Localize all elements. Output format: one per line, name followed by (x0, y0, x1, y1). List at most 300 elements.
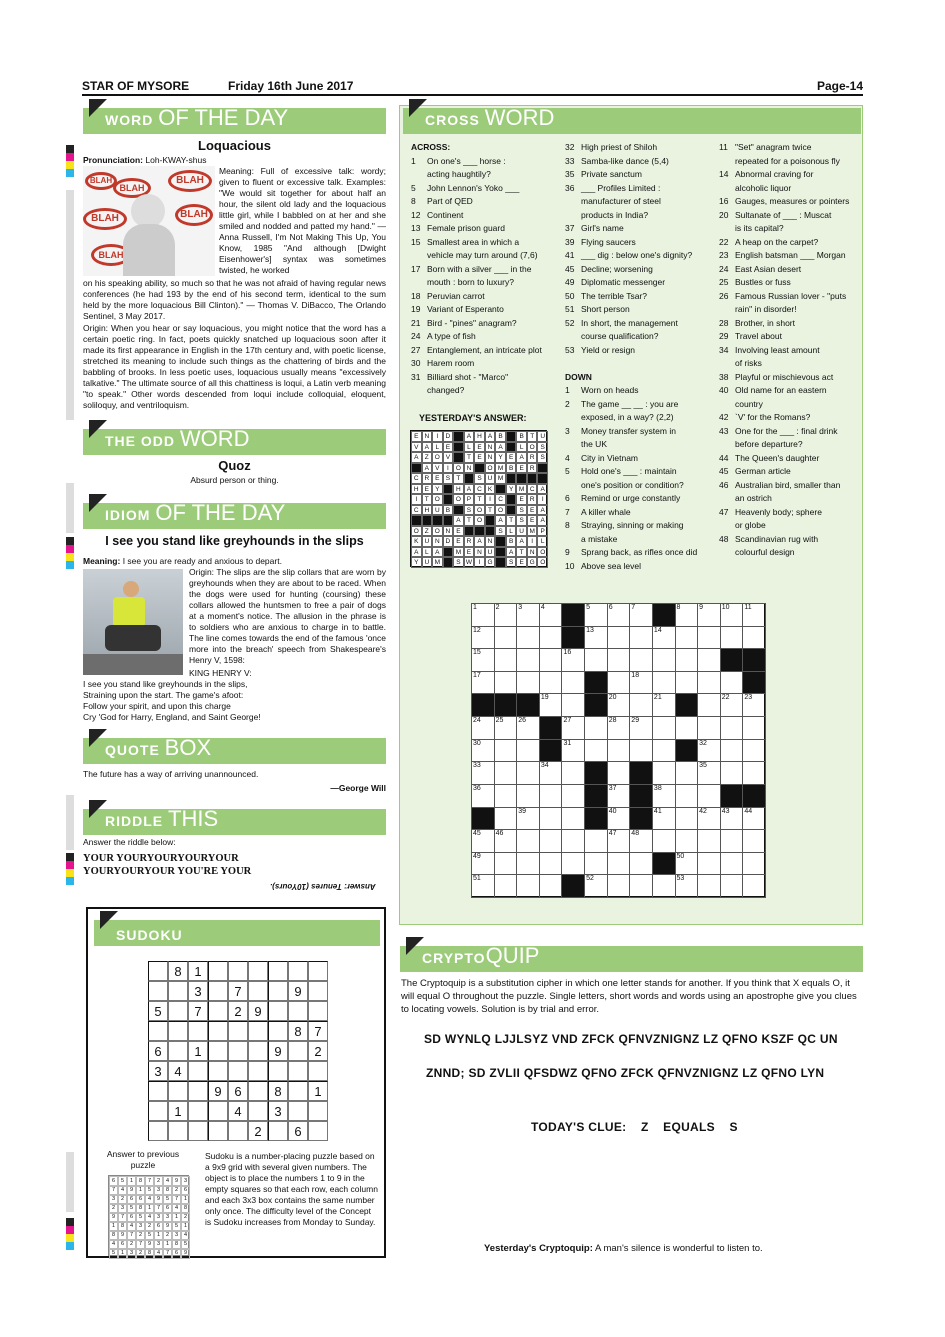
answer-cell (464, 473, 475, 484)
crossword-cell[interactable] (584, 829, 608, 853)
sudoku-cell[interactable] (248, 1041, 268, 1061)
crossword-cell[interactable] (697, 829, 721, 853)
sudoku-cell[interactable] (248, 961, 268, 981)
crossword-cell[interactable] (720, 626, 744, 650)
sudoku-cell[interactable]: 3 (148, 1061, 168, 1081)
crossword-cell[interactable]: 34 (539, 761, 563, 785)
crossword-cell[interactable] (516, 648, 540, 672)
sudoku-cell[interactable]: 5 (148, 1001, 168, 1021)
crossword-cell[interactable] (607, 739, 631, 763)
sudoku-cell[interactable] (168, 1001, 188, 1021)
crossword-cell[interactable] (494, 761, 518, 785)
crossword-cell[interactable] (516, 874, 540, 898)
crossword-cell[interactable]: 47 (607, 829, 631, 853)
sudoku-cell[interactable]: 7 (188, 1001, 208, 1021)
clue: 31 Billiard shot - "Marco" (411, 371, 509, 382)
crossword-cell[interactable]: 23 (742, 693, 766, 717)
sudoku-cell[interactable] (288, 1041, 308, 1061)
sudoku-cell[interactable] (288, 1101, 308, 1121)
crossword-cell[interactable] (675, 626, 699, 650)
crossword-cell[interactable]: 11 (742, 603, 766, 627)
sudoku-cell[interactable] (148, 1101, 168, 1121)
crossword-cell[interactable]: 28 (607, 716, 631, 740)
sudoku-cell[interactable]: 2 (308, 1041, 328, 1061)
crossword-cell[interactable] (652, 716, 676, 740)
crossword-cell[interactable] (742, 874, 766, 898)
crossword-cell[interactable] (607, 874, 631, 898)
sudoku-cell[interactable]: 6 (228, 1081, 248, 1101)
clue: 35 Private sanctum (565, 169, 642, 179)
crossword-cell[interactable]: 48 (629, 829, 653, 853)
sudoku-cell[interactable] (168, 1041, 188, 1061)
sudoku-cell[interactable] (148, 1021, 168, 1041)
crossword-cell[interactable] (742, 829, 766, 853)
figure-body (123, 224, 175, 276)
sudoku-cell[interactable] (288, 1081, 308, 1101)
crossword-cell[interactable]: 9 (697, 603, 721, 627)
sudoku-cell[interactable] (148, 981, 168, 1001)
crossword-cell[interactable] (720, 739, 744, 763)
sudoku-cell[interactable] (268, 1001, 288, 1021)
answer-cell: O (485, 463, 496, 474)
sudoku-cell[interactable]: 3 (188, 981, 208, 1001)
answer-cell: A (422, 463, 433, 474)
crossword-cell[interactable] (516, 626, 540, 650)
crossword-block (720, 648, 744, 672)
sudoku-cell[interactable] (228, 961, 248, 981)
answer-cell: B (495, 431, 506, 442)
crossword-cell[interactable] (742, 716, 766, 740)
sudoku-cell[interactable] (308, 1001, 328, 1021)
crossword-cell[interactable]: 4 (539, 603, 563, 627)
crossword-cell[interactable]: 31 (561, 739, 585, 763)
sudoku-cell[interactable]: 8 (168, 961, 188, 981)
crossword-cell[interactable]: 46 (494, 829, 518, 853)
crossword-cell[interactable] (607, 648, 631, 672)
sudoku-cell[interactable] (168, 981, 188, 1001)
sudoku-cell[interactable] (248, 981, 268, 1001)
clue: 51 Short person (565, 304, 630, 314)
crossword-cell[interactable]: 42 (697, 807, 721, 831)
crossword-cell[interactable]: 41 (652, 807, 676, 831)
clue: alcoholic liquor (735, 182, 792, 193)
sudoku-cell[interactable]: 2 (228, 1001, 248, 1021)
sudoku-cell[interactable] (248, 1021, 268, 1041)
sudoku-cell[interactable] (268, 1021, 288, 1041)
crossword-cell[interactable] (516, 829, 540, 853)
clue: 23 English batsman ___ Morgan (719, 250, 846, 260)
sudoku-cell[interactable] (188, 1061, 208, 1081)
prev-sudoku-cell: 5 (163, 1194, 172, 1205)
sudoku-cell[interactable] (268, 981, 288, 1001)
clue: 39 Flying saucers (565, 236, 636, 247)
crossword-cell[interactable]: 7 (629, 603, 653, 627)
crossword-cell[interactable]: 1 (471, 603, 495, 627)
crossword-cell[interactable] (607, 671, 631, 695)
sudoku-cell[interactable] (228, 1061, 248, 1081)
sudoku-cell[interactable] (188, 1021, 208, 1041)
crossword-cell[interactable]: 49 (471, 852, 495, 876)
crossword-cell[interactable]: 45 (471, 829, 495, 853)
sudoku-cell[interactable]: 8 (268, 1081, 288, 1101)
riddle-band: RIDDLE THIS (83, 809, 386, 835)
crossword-cell[interactable] (539, 784, 563, 808)
crossword-cell[interactable] (675, 807, 699, 831)
answer-cell: R (527, 494, 538, 505)
crossword-cell[interactable] (607, 626, 631, 650)
answer-cell: E (527, 505, 538, 516)
crossword-cell[interactable]: 50 (675, 852, 699, 876)
crossword-cell[interactable]: 25 (494, 716, 518, 740)
crossword-cell[interactable] (561, 852, 585, 876)
crossword-cell[interactable]: 35 (697, 761, 721, 785)
crossword-cell[interactable]: 22 (720, 693, 744, 717)
answer-cell: E (527, 515, 538, 526)
sudoku-cell[interactable] (148, 961, 168, 981)
crossword-cell[interactable] (629, 693, 653, 717)
answer-cell: A (474, 536, 485, 547)
crossword-cell[interactable]: 19 (539, 693, 563, 717)
clue: 38 Playful or mischievous act (719, 371, 834, 382)
crossword-cell[interactable]: 10 (720, 603, 744, 627)
crossword-cell[interactable] (539, 648, 563, 672)
riddle-intro: Answer the riddle below: (83, 837, 176, 847)
crossword-cell[interactable] (697, 648, 721, 672)
sudoku-cell[interactable]: 7 (228, 981, 248, 1001)
clue: 34 Involving least amount (719, 344, 820, 355)
clue: the UK (581, 439, 607, 449)
clue: 18 Peruvian carrot (411, 290, 485, 301)
crossword-cell[interactable]: 24 (471, 716, 495, 740)
answer-cell: S (506, 557, 517, 568)
sudoku-cell[interactable] (288, 961, 308, 981)
answer-cell: R (464, 536, 475, 547)
clue: 2 The game __ __ : you are (565, 398, 679, 409)
sudoku-cell[interactable] (148, 1121, 168, 1141)
sudoku-cell[interactable] (208, 1021, 228, 1041)
sudoku-cell[interactable] (208, 1061, 228, 1081)
answer-cell: A (516, 536, 527, 547)
crossword-cell[interactable]: 44 (742, 807, 766, 831)
sudoku-cell[interactable] (168, 1021, 188, 1041)
crossword-cell[interactable] (584, 739, 608, 763)
crossword-cell[interactable]: 40 (607, 807, 631, 831)
sudoku-cell[interactable]: 9 (288, 981, 308, 1001)
clue: before departure? (735, 439, 803, 449)
answer-cell: Z (422, 452, 433, 463)
sudoku-cell[interactable] (208, 1041, 228, 1061)
crossword-cell[interactable] (629, 739, 653, 763)
sudoku-cell[interactable]: 9 (268, 1041, 288, 1061)
crossword-cell[interactable]: 37 (607, 784, 631, 808)
sudoku-cell[interactable]: 1 (168, 1101, 188, 1121)
sudoku-cell[interactable] (228, 1041, 248, 1061)
crossword-cell[interactable] (629, 874, 653, 898)
crossword-cell[interactable] (652, 829, 676, 853)
crossword-cell[interactable] (584, 852, 608, 876)
sudoku-cell[interactable] (188, 1121, 208, 1141)
crossword-cell[interactable] (494, 671, 518, 695)
sudoku-cell[interactable]: 4 (168, 1061, 188, 1081)
crossword-cell[interactable] (720, 874, 744, 898)
crossword-cell[interactable] (720, 716, 744, 740)
sudoku-cell[interactable] (168, 1081, 188, 1101)
crossword-cell[interactable] (539, 874, 563, 898)
crossword-cell[interactable] (697, 626, 721, 650)
crossword-cell[interactable] (720, 852, 744, 876)
answer-cell (495, 484, 506, 495)
crossword-cell[interactable] (675, 761, 699, 785)
crossword-cell[interactable] (675, 671, 699, 695)
crossword-cell[interactable]: 39 (516, 807, 540, 831)
crossword-cell[interactable]: 27 (561, 716, 585, 740)
crossword-cell[interactable] (629, 626, 653, 650)
crossword-cell[interactable] (539, 626, 563, 650)
crossword-cell[interactable] (742, 852, 766, 876)
answer-cell (527, 473, 538, 484)
crossword-cell[interactable]: 18 (629, 671, 653, 695)
sudoku-cell[interactable] (268, 1121, 288, 1141)
answer-cell (464, 526, 475, 537)
clue: rain" in disorder! (735, 304, 797, 314)
sudoku-cell[interactable]: 6 (148, 1041, 168, 1061)
prev-sudoku-cell: 7 (127, 1230, 136, 1241)
prev-sudoku-cell: 6 (118, 1239, 127, 1250)
crossword-cell[interactable]: 53 (675, 874, 699, 898)
crossword-cell[interactable] (561, 761, 585, 785)
crossword-cell[interactable]: 2 (494, 603, 518, 627)
clue: repeated for a poisonous fly (735, 155, 840, 166)
sudoku-cell[interactable] (148, 1081, 168, 1101)
sudoku-cell[interactable] (168, 1121, 188, 1141)
clue: 41 ___ dig : below one's dignity? (565, 250, 693, 260)
sudoku-cell[interactable] (308, 1101, 328, 1121)
sudoku-cell[interactable]: 1 (188, 961, 208, 981)
crossword-cell[interactable]: 20 (607, 693, 631, 717)
crossword-cell[interactable]: 17 (471, 671, 495, 695)
crossword-cell[interactable] (697, 874, 721, 898)
crossword-cell[interactable] (561, 829, 585, 853)
crossword-cell[interactable] (652, 761, 676, 785)
crossword-cell[interactable]: 51 (471, 874, 495, 898)
clue: 11 "Set" anagram twice (719, 142, 812, 152)
crossword-cell[interactable]: 16 (561, 648, 585, 672)
crossword-cell[interactable] (652, 671, 676, 695)
sudoku-cell[interactable] (308, 961, 328, 981)
crossword-cell[interactable] (607, 852, 631, 876)
sudoku-cell[interactable]: 9 (248, 1001, 268, 1021)
answer-cell: A (411, 547, 422, 558)
answer-cell: S (537, 442, 548, 453)
crossword-cell[interactable] (516, 852, 540, 876)
crossword-cell[interactable] (516, 784, 540, 808)
crossword-cell[interactable] (742, 626, 766, 650)
sudoku-cell[interactable] (208, 961, 228, 981)
crossword-cell[interactable]: 6 (607, 603, 631, 627)
idiom-king: KING HENRY V: (189, 668, 252, 678)
crossword-cell[interactable] (697, 716, 721, 740)
sudoku-cell[interactable] (288, 1061, 308, 1081)
crossword-cell[interactable] (494, 784, 518, 808)
crossword-cell[interactable] (629, 852, 653, 876)
answer-cell: L (537, 536, 548, 547)
crossword-cell[interactable]: 43 (720, 807, 744, 831)
sudoku-cell[interactable] (208, 1121, 228, 1141)
answer-cell: O (432, 526, 443, 537)
crossword-cell[interactable] (539, 671, 563, 695)
crossword-cell[interactable]: 14 (652, 626, 676, 650)
crossword-cell[interactable]: 15 (471, 648, 495, 672)
sudoku-cell[interactable] (308, 1121, 328, 1141)
sudoku-cell[interactable] (248, 1081, 268, 1101)
sudoku-cell[interactable] (268, 961, 288, 981)
crossword-block (652, 603, 676, 627)
crossword-cell[interactable]: 36 (471, 784, 495, 808)
quote-band: QUOTE BOX (83, 738, 386, 764)
sudoku-cell[interactable] (288, 1001, 308, 1021)
sudoku-cell[interactable]: 6 (288, 1121, 308, 1141)
sudoku-cell[interactable]: 1 (188, 1041, 208, 1061)
crossword-cell[interactable] (652, 874, 676, 898)
sudoku-cell[interactable]: 7 (308, 1021, 328, 1041)
crossword-cell[interactable] (720, 829, 744, 853)
crossword-cell[interactable]: 30 (471, 739, 495, 763)
crossword-block (629, 761, 653, 785)
answer-cell: E (464, 547, 475, 558)
crossword-cell[interactable] (742, 761, 766, 785)
idiom-origin: Origin: The slips are the slip collars that are worn by greyhounds when they are about to be raced. When the dogs were used for hunting (coursing) these collars allowed the huntsmen to free a pair of dogs at a moment's notice. The allusion in the phrase is to soldiers who are anxious to charge in to battle. The line comes towards the end of the famous 'once more into the breach' speech from Shakespeare's Henry V, 1598: (189, 567, 386, 665)
word-of-day-band: WORD OF THE DAY (83, 108, 386, 134)
crossword-cell[interactable]: 5 (584, 603, 608, 627)
crossword-cell[interactable] (675, 829, 699, 853)
crossword-cell[interactable] (697, 671, 721, 695)
clue: 1 On one's ___ horse : (411, 155, 506, 166)
clue: 33 Samba-like dance (5,4) (565, 155, 669, 166)
crossword-cell[interactable] (539, 852, 563, 876)
sudoku-cell[interactable] (268, 1061, 288, 1081)
answer-cell: L (432, 442, 443, 453)
sudoku-cell[interactable] (228, 1021, 248, 1041)
quote-author: —George Will (330, 783, 386, 793)
crossword-cell[interactable] (675, 716, 699, 740)
sudoku-cell[interactable]: 9 (208, 1081, 228, 1101)
crossword-cell[interactable] (494, 626, 518, 650)
sudoku-cell[interactable] (188, 1081, 208, 1101)
color-bar (66, 145, 74, 177)
sudoku-cell[interactable] (208, 1101, 228, 1121)
crossword-cell[interactable] (584, 648, 608, 672)
wotd-text-2: on his speaking ability, so much so that he was not afraid of having regular news conferences (he had 193 by the end of his second term, identical to the sum held by the more loquacious Bill Clinton)." — Thomas V. DiBacco, The Orlando Sentinel, 3 May 2017. (83, 278, 386, 321)
sudoku-cell[interactable] (188, 1101, 208, 1121)
sudoku-cell[interactable]: 1 (308, 1081, 328, 1101)
sudoku-cell[interactable]: 2 (248, 1121, 268, 1141)
crossword-cell[interactable] (697, 852, 721, 876)
crossword-cell[interactable] (720, 761, 744, 785)
crossword-cell[interactable]: 8 (675, 603, 699, 627)
crossword-cell[interactable]: 12 (471, 626, 495, 650)
crossword-cell[interactable] (561, 784, 585, 808)
crossword-cell[interactable] (494, 874, 518, 898)
crossword-cell[interactable] (539, 807, 563, 831)
crossword-cell[interactable] (652, 648, 676, 672)
sudoku-cell[interactable] (228, 1121, 248, 1141)
crossword-cell[interactable] (697, 693, 721, 717)
crossword-cell[interactable] (516, 761, 540, 785)
prev-sudoku-cell: 9 (154, 1194, 163, 1205)
crossword-cell[interactable] (561, 693, 585, 717)
previous-sudoku-grid (108, 1175, 189, 1256)
sudoku-cell[interactable] (208, 981, 228, 1001)
clue: 25 Bustles or fuss (719, 277, 791, 287)
crossword-cell[interactable] (539, 829, 563, 853)
sudoku-cell[interactable] (248, 1061, 268, 1081)
crossword-cell[interactable]: 52 (584, 874, 608, 898)
answer-cell: Y (432, 484, 443, 495)
sudoku-cell[interactable]: 4 (228, 1101, 248, 1121)
crossword-cell[interactable] (697, 784, 721, 808)
crossword-cell[interactable] (494, 807, 518, 831)
crossword-cell[interactable] (516, 671, 540, 695)
answer-cell: T (464, 452, 475, 463)
crossword-cell[interactable] (516, 739, 540, 763)
crossword-cell[interactable]: 32 (697, 739, 721, 763)
answer-cell: Y (411, 557, 422, 568)
crossword-cell[interactable] (561, 671, 585, 695)
clue: 9 Sprang back, as rifles once did (565, 547, 698, 557)
crossword-cell[interactable] (675, 784, 699, 808)
answer-cell: C (474, 484, 485, 495)
prev-sudoku-cell: 6 (109, 1176, 118, 1187)
crossword-cell[interactable]: 21 (652, 693, 676, 717)
crossword-cell[interactable] (675, 648, 699, 672)
margin-strip (66, 190, 74, 420)
crossword-cell[interactable]: 26 (516, 716, 540, 740)
crossword-cell[interactable] (494, 852, 518, 876)
clue: 50 The terrible Tsar? (565, 290, 647, 301)
sudoku-cell[interactable] (308, 1061, 328, 1081)
crossword-block (539, 716, 563, 740)
crossword-block (471, 693, 495, 717)
answer-cell: H (411, 484, 422, 495)
clue: 24 A type of fish (411, 331, 476, 341)
crossword-cell[interactable] (494, 648, 518, 672)
crossword-cell[interactable]: 3 (516, 603, 540, 627)
sudoku-cell[interactable] (248, 1101, 268, 1121)
crossword-cell[interactable]: 33 (471, 761, 495, 785)
crossword-cell[interactable] (584, 716, 608, 740)
crossword-cell[interactable] (652, 739, 676, 763)
crossword-cell[interactable]: 29 (629, 716, 653, 740)
crossword-cell[interactable] (720, 671, 744, 695)
answer-cell: E (516, 557, 527, 568)
crossword-cell[interactable] (742, 739, 766, 763)
crossword-cell[interactable] (561, 807, 585, 831)
crossword-cell[interactable]: 13 (584, 626, 608, 650)
answer-cell: T (506, 515, 517, 526)
crossword-cell[interactable]: 38 (652, 784, 676, 808)
sudoku-cell[interactable] (308, 981, 328, 1001)
sudoku-cell[interactable]: 3 (268, 1101, 288, 1121)
crossword-cell[interactable] (494, 739, 518, 763)
answer-cell: O (453, 494, 464, 505)
sudoku-cell[interactable] (208, 1001, 228, 1021)
answer-cell: G (485, 557, 496, 568)
answer-cell: E (516, 494, 527, 505)
sudoku-cell[interactable]: 8 (288, 1021, 308, 1041)
crossword-cell[interactable] (607, 761, 631, 785)
crossword-cell[interactable] (629, 648, 653, 672)
prev-sudoku-cell: 8 (172, 1239, 181, 1250)
